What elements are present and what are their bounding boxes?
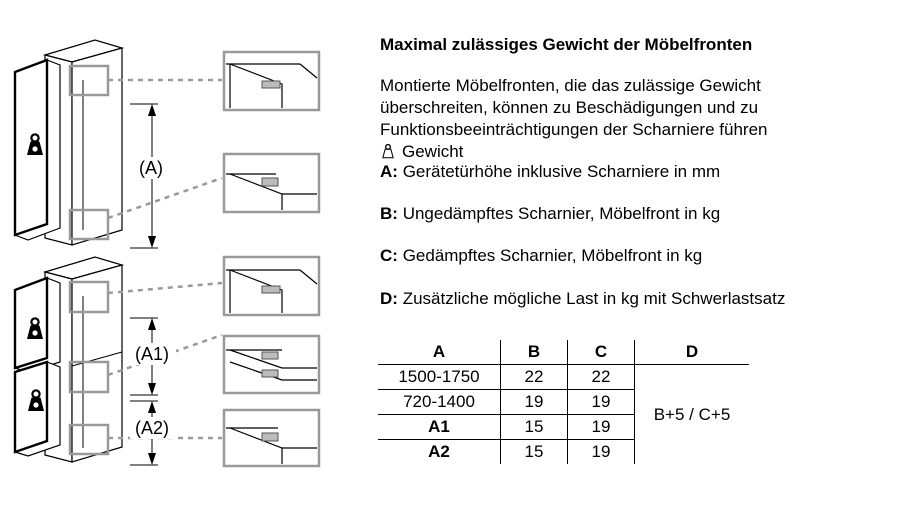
table-cell: 19 <box>568 390 635 415</box>
upper-appliance <box>15 40 222 248</box>
section-title: Maximal zulässiges Gewicht der Möbelfronten <box>380 35 753 54</box>
intro-line: überschreiten, können zu Beschädigungen und zu <box>380 98 759 117</box>
legend-key: D: <box>380 289 398 308</box>
legend-text: Ungedämpftes Scharnier, Möbelfront in kg <box>402 204 721 223</box>
lower-appliance <box>15 257 222 465</box>
intro-line: Funktionsbeeinträchtigungen der Scharniere führen <box>380 120 768 139</box>
intro-text <box>380 75 767 141</box>
table-cell: 19 <box>501 390 568 415</box>
table-header: D <box>635 340 750 365</box>
hinge-detail-3 <box>224 257 319 315</box>
table-header: B <box>501 340 568 365</box>
legend-key: B: <box>380 204 398 223</box>
legend-text: Gerätetürhöhe inklusive Scharniere in mm <box>402 162 721 181</box>
hinge-detail-5 <box>224 410 319 466</box>
legend-key: A: <box>380 162 398 181</box>
hinge-detail-4 <box>224 336 319 393</box>
hinge-detail-2 <box>224 154 319 212</box>
table-cell: 15 <box>501 415 568 440</box>
table-header: A <box>378 340 501 365</box>
table-cell: 22 <box>568 365 635 390</box>
dimension-label-a: (A) <box>139 158 163 178</box>
table-cell: A2 <box>378 440 501 465</box>
legend-c <box>380 245 702 267</box>
legend-d <box>380 288 785 310</box>
legend-weight <box>380 141 463 163</box>
table-cell: A1 <box>378 415 501 440</box>
table-header-row <box>378 340 749 365</box>
weight-table <box>378 340 749 464</box>
legend-text: Gedämpftes Scharnier, Möbelfront in kg <box>402 246 703 265</box>
dimension-label-a1: (A1) <box>134 344 170 364</box>
table-cell: 19 <box>568 415 635 440</box>
weight-icon <box>380 143 396 159</box>
table-cell: 1500-1750 <box>378 365 501 390</box>
intro-line: Montierte Möbelfronten, die das zulässige Gewicht <box>380 76 761 95</box>
legend-weight-text: Gewicht <box>402 142 464 161</box>
appliance-hinge-illustration <box>0 0 360 506</box>
hinge-detail-1 <box>224 52 319 110</box>
legend-key: C: <box>380 246 398 265</box>
dimension-label-a2: (A2) <box>134 418 170 438</box>
table-cell: 15 <box>501 440 568 465</box>
table-cell-d: B+5 / C+5 <box>653 404 731 424</box>
table-cell: 720-1400 <box>378 390 501 415</box>
table-cell: 22 <box>501 365 568 390</box>
legend-text: Zusätzliche mögliche Last in kg mit Schwerlastsatz <box>402 289 786 308</box>
legend-b <box>380 203 720 225</box>
legend-a <box>380 161 720 183</box>
table-cell: 19 <box>568 440 635 465</box>
table-header: C <box>568 340 635 365</box>
table-row <box>378 365 749 390</box>
